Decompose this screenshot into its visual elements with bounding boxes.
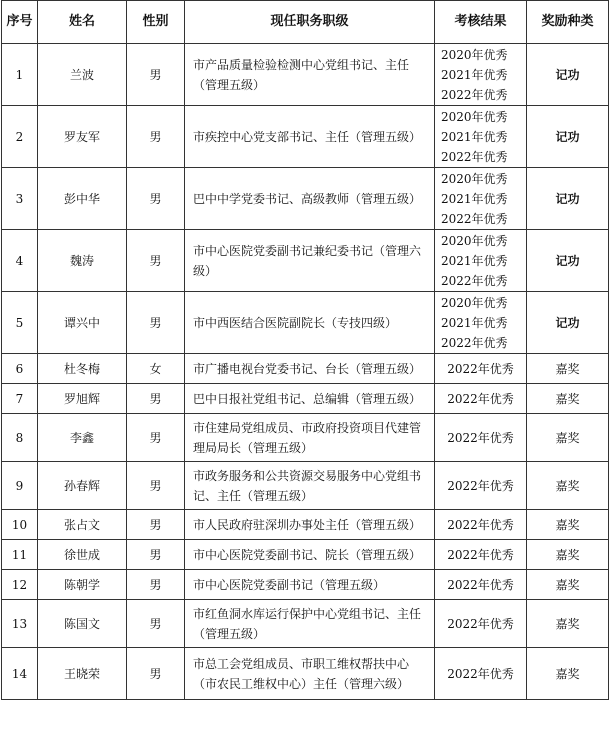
row-position: 市红鱼洞水库运行保护中心党组书记、主任（管理五级）	[185, 600, 435, 648]
row-result	[435, 384, 527, 414]
result-line: 2022年优秀	[447, 430, 514, 445]
table-row	[2, 292, 609, 354]
row-no: 2	[2, 106, 38, 168]
row-name: 罗友军	[38, 106, 127, 168]
row-result	[435, 292, 527, 354]
row-gender: 男	[127, 384, 185, 414]
table-row	[2, 384, 609, 414]
award-table	[1, 0, 609, 700]
result-line: 2022年优秀	[441, 273, 508, 288]
result-line: 2021年优秀	[441, 191, 508, 206]
table-row	[2, 462, 609, 510]
row-result	[435, 168, 527, 230]
row-name: 彭中华	[38, 168, 127, 230]
row-gender: 男	[127, 230, 185, 292]
row-name: 陈朝学	[38, 570, 127, 600]
row-no: 5	[2, 292, 38, 354]
row-no: 10	[2, 510, 38, 540]
row-name: 王晓荣	[38, 648, 127, 700]
row-award: 嘉奖	[527, 600, 609, 648]
row-result	[435, 648, 527, 700]
row-gender: 男	[127, 106, 185, 168]
table-row	[2, 106, 609, 168]
result-line: 2022年优秀	[447, 361, 514, 376]
row-no: 13	[2, 600, 38, 648]
row-gender: 男	[127, 648, 185, 700]
table-row	[2, 648, 609, 700]
table-row	[2, 570, 609, 600]
result-line: 2020年优秀	[441, 295, 508, 310]
row-name: 杜冬梅	[38, 354, 127, 384]
row-no: 9	[2, 462, 38, 510]
header-gender: 性别	[127, 1, 185, 44]
result-line: 2022年优秀	[441, 335, 508, 350]
result-line: 2022年优秀	[447, 666, 514, 681]
row-gender: 男	[127, 44, 185, 106]
result-line: 2022年优秀	[441, 211, 508, 226]
row-no: 4	[2, 230, 38, 292]
row-gender: 男	[127, 292, 185, 354]
row-name: 张占文	[38, 510, 127, 540]
row-position: 市人民政府驻深圳办事处主任（管理五级）	[185, 510, 435, 540]
result-line: 2022年优秀	[441, 87, 508, 102]
header-row	[2, 1, 609, 44]
result-line: 2022年优秀	[441, 149, 508, 164]
row-no: 11	[2, 540, 38, 570]
row-position: 市政务服务和公共资源交易服务中心党组书记、主任（管理五级）	[185, 462, 435, 510]
row-result	[435, 44, 527, 106]
table-row	[2, 414, 609, 462]
row-position: 市产品质量检验检测中心党组书记、主任（管理五级）	[185, 44, 435, 106]
row-award: 嘉奖	[527, 570, 609, 600]
row-result	[435, 462, 527, 510]
row-gender: 男	[127, 414, 185, 462]
row-result	[435, 106, 527, 168]
row-gender: 男	[127, 600, 185, 648]
row-no: 1	[2, 44, 38, 106]
row-position: 市住建局党组成员、市政府投资项目代建管理局局长（管理五级）	[185, 414, 435, 462]
row-award: 嘉奖	[527, 414, 609, 462]
row-name: 谭兴中	[38, 292, 127, 354]
row-no: 8	[2, 414, 38, 462]
table-row	[2, 510, 609, 540]
table-row	[2, 230, 609, 292]
table-row	[2, 600, 609, 648]
result-line: 2020年优秀	[441, 171, 508, 186]
row-award: 嘉奖	[527, 648, 609, 700]
result-line: 2022年优秀	[447, 391, 514, 406]
row-award: 记功	[527, 106, 609, 168]
row-result	[435, 540, 527, 570]
row-gender: 男	[127, 570, 185, 600]
row-result	[435, 230, 527, 292]
header-name: 姓名	[38, 1, 127, 44]
row-position: 市中心医院党委副书记（管理五级）	[185, 570, 435, 600]
row-award: 记功	[527, 168, 609, 230]
row-position: 市中心医院党委副书记兼纪委书记（管理六级）	[185, 230, 435, 292]
row-result	[435, 354, 527, 384]
result-line: 2022年优秀	[447, 478, 514, 493]
row-name: 孙春辉	[38, 462, 127, 510]
result-line: 2021年优秀	[441, 315, 508, 330]
row-gender: 男	[127, 168, 185, 230]
table-row	[2, 540, 609, 570]
row-no: 12	[2, 570, 38, 600]
row-award: 嘉奖	[527, 462, 609, 510]
row-gender: 男	[127, 510, 185, 540]
row-name: 徐世成	[38, 540, 127, 570]
result-line: 2022年优秀	[447, 616, 514, 631]
row-result	[435, 600, 527, 648]
row-position: 市中西医结合医院副院长（专技四级）	[185, 292, 435, 354]
row-award: 记功	[527, 230, 609, 292]
row-award: 嘉奖	[527, 540, 609, 570]
row-result	[435, 570, 527, 600]
row-result	[435, 510, 527, 540]
row-position: 巴中日报社党组书记、总编辑（管理五级）	[185, 384, 435, 414]
header-position: 现任职务职级	[185, 1, 435, 44]
row-gender: 女	[127, 354, 185, 384]
row-name: 魏涛	[38, 230, 127, 292]
result-line: 2020年优秀	[441, 233, 508, 248]
row-award: 记功	[527, 292, 609, 354]
row-award: 嘉奖	[527, 510, 609, 540]
result-line: 2020年优秀	[441, 109, 508, 124]
row-name: 陈国文	[38, 600, 127, 648]
table-row	[2, 354, 609, 384]
row-award: 记功	[527, 44, 609, 106]
row-gender: 男	[127, 540, 185, 570]
row-position: 市总工会党组成员、市职工维权帮扶中心（市农民工维权中心）主任（管理六级）	[185, 648, 435, 700]
header-no: 序号	[2, 1, 38, 44]
row-no: 6	[2, 354, 38, 384]
table-body	[2, 44, 609, 700]
row-position: 市广播电视台党委书记、台长（管理五级）	[185, 354, 435, 384]
row-name: 李鑫	[38, 414, 127, 462]
header-award: 奖励种类	[527, 1, 609, 44]
row-award: 嘉奖	[527, 384, 609, 414]
row-name: 兰波	[38, 44, 127, 106]
row-no: 7	[2, 384, 38, 414]
row-no: 3	[2, 168, 38, 230]
row-position: 市中心医院党委副书记、院长（管理五级）	[185, 540, 435, 570]
result-line: 2021年优秀	[441, 67, 508, 82]
row-name: 罗旭辉	[38, 384, 127, 414]
result-line: 2022年优秀	[447, 517, 514, 532]
row-position: 巴中中学党委书记、高级教师（管理五级）	[185, 168, 435, 230]
result-line: 2021年优秀	[441, 253, 508, 268]
row-award: 嘉奖	[527, 354, 609, 384]
table-row	[2, 168, 609, 230]
result-line: 2021年优秀	[441, 129, 508, 144]
row-gender: 男	[127, 462, 185, 510]
row-position: 市疾控中心党支部书记、主任（管理五级）	[185, 106, 435, 168]
result-line: 2022年优秀	[447, 577, 514, 592]
result-line: 2022年优秀	[447, 547, 514, 562]
result-line: 2020年优秀	[441, 47, 508, 62]
table-row	[2, 44, 609, 106]
header-result: 考核结果	[435, 1, 527, 44]
row-no: 14	[2, 648, 38, 700]
row-result	[435, 414, 527, 462]
